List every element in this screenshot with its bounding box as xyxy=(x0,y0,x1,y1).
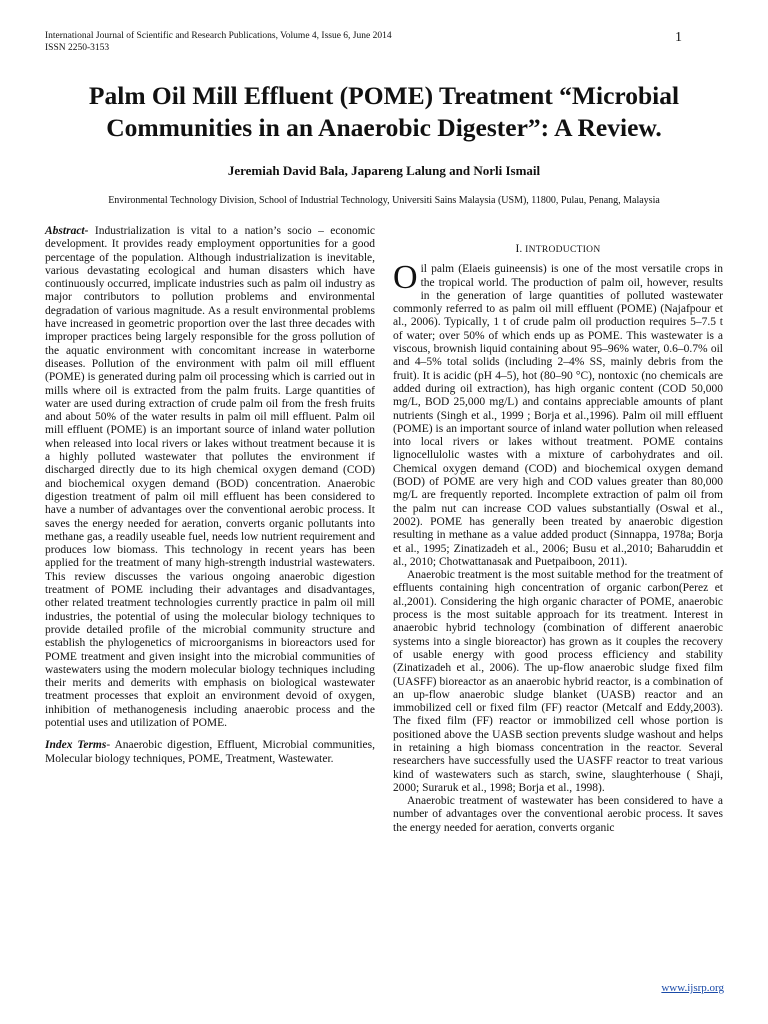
abstract-label: Abstract- xyxy=(45,225,89,237)
authors: Jeremiah David Bala, Japareng Lalung and Norli Ismail xyxy=(227,163,541,178)
intro-paragraph-3: Anaerobic treatment of wastewater has been considered to have a number of advantages over the conventional aerobic process. It saves the energy needed for aeration, converts organic xyxy=(393,795,723,834)
section-title: INTRODUCTION xyxy=(525,245,601,255)
abstract xyxy=(45,225,375,730)
drop-cap: O xyxy=(393,259,418,297)
paper-title: Palm Oil Mill Effluent (POME) Treatment “Microbial Communities in an Anaerobic Digester”: A Review. xyxy=(88,81,680,142)
abstract-text: Industrialization is vital to a nation’s socio – economic development. It provides ready employment opportunities for a good percentage of the population. Although industrialization is inevitable, various devastating ecological and human disasters which have continuously occurred, implicate industries such as palm oil industry as major contributors to pollution problems and environmental degradation of various magnitude. As a result environmental problems have increased in geometric proportion over the last three decades with improper practices being largely responsible for the gross pollution of the aquatic environment with concomitant increase in waterborne diseases. Pollution of the environment with palm oil mill effluent (POME) is generated during palm oil processing which is carried out in mills where oil is extracted from the palm fruits. Large quantities of water are used during extraction of crude palm oil from the fresh fruits and about 50% of the water results in palm oil mill effluent. Palm oil mill effluent (POME) is an important source of inland water pollution when released into local rivers or lakes without treatment because it is a highly polluted wastewater that pollutes the environment if discharged directly due to its high chemical oxygen demand (COD) and biochemical oxygen demand (BOD) concentration. Anaerobic digestion treatment of palm oil mill effluent has been considered to have a number of advantages over the conventional aerobic process. It saves the energy needed for aeration, converts organic pollutants into methane gas, a readily useable fuel, needs low nutrient requirement and produces low biomass. This technology in recent years has been applied for the treatment of many high-strength industrial wastewaters. This review discusses the various ongoing anaerobic digestion treatment of POME including their advantages and disadvantages, other related treatment technologies currently practice in palm oil mill industries, the potential of using the molecular biology techniques to provide detailed profile of the microbial community structure and establish the phylogenetics of microorganisms in bioreactors used for POME treatment and given insight into the microbial communities of wastewaters using the modern molecular biology techniques including their merits and demerits with emphasis on biological wastewater treatment processes that exploit an environment devoid of oxygen, inhibition of methanogenesis including anaerobic process and the potential uses and utilization of POME. xyxy=(45,225,375,729)
section-number: I. xyxy=(515,243,523,255)
right-column xyxy=(393,243,723,835)
affiliation: Environmental Technology Division, School of Industrial Technology, Universiti Sains Malaysia (USM), 11800, Pulau, Penang, Malaysia xyxy=(108,195,660,206)
intro-paragraph-1 xyxy=(393,259,723,569)
index-terms-label: Index Terms xyxy=(45,739,107,752)
left-column xyxy=(45,225,375,766)
index-terms-text: - Anaerobic digestion, Effluent, Microbial communities, Molecular biology techniques, POME, Treatment, Wastewater. xyxy=(45,739,375,765)
index-terms xyxy=(45,739,375,766)
journal-citation: International Journal of Scientific and Research Publications, Volume 4, Issue 6, June 2014 xyxy=(45,31,392,41)
journal-website-link[interactable]: www.ijsrp.org xyxy=(661,982,724,994)
journal-header xyxy=(45,30,392,54)
section-heading xyxy=(393,243,723,257)
issn: ISSN 2250-3153 xyxy=(45,43,110,53)
intro-paragraph-2: Anaerobic treatment is the most suitable method for the treatment of effluents containing high concentration of organic carbon(Perez et al.,2001). Considering the high organic character of POME, anaerobic process is the most suitable approach for its treatment. Interest in anaerobic hybrid technology (combination of different anaerobic systems into a single bioreactor) has grown as it couples the recovery of usable energy with good process efficiency and stability (Zinatizadeh et al., 2006). The up-flow anaerobic sludge fixed film (UASFF) bioreactor as an anaerobic hybrid reactor, is a combination of an up-flow anaerobic sludge blanket (UASB) reactor and an immobilized cell or fixed film (FF) reactor (Metcalf and Eddy,2003). The fixed film (FF) reactor or immobilized cell whose portion is positioned above the UASB section prevents sludge washout and helps in retaining a high biomass concentration in the reactor. Several researchers have successfully used the UASFF reactor to treat various kind of wastewaters such as starch, swine, slaughterhouse ( Shaji, 2000; Suraruk et al., 1998; Borja et al., 1998). xyxy=(393,569,723,794)
intro-paragraph-1-text: il palm (Elaeis guineensis) is one of the most versatile crops in the tropical world. The production of palm oil, however, results in the generation of large quantities of polluted wastewater commonly referred to as palm oil mill effluent (POME) (Najafpour et al., 2006). Typically, 1 t of crude palm oil production requires 5–7.5 t of water; over 50% of which ends up as POME. This wastewater is a viscous, brownish liquid containing about 95–96% water, 0.6–0.7% oil and 4–5% total solids (including 2–4% SS, mainly debris from the fruit). It is acidic (pH 4–5), hot (80–90 °C), nontoxic (no chemicals are added during oil extraction), has high organic content (COD 50,000 mg/L, BOD 25,000 mg/L) and contains appreciable amounts of plant nutrients (Singh et al., 1999 ; Borja et al.,1996). Palm oil mill effluent (POME) is an important source of inland water pollution when released into local rivers or lakes without treatment. POME contains lignocellulolic wastes with a mixture of carbohydrates and oil. Chemical oxygen demand (COD) and biochemical oxygen demand (BOD) of POME are very high and COD values greater than 80,000 mg/L are frequently reported. Incomplete extraction of palm oil from the palm nut can increase COD values substantially (Oswal et al., 2002). POME has generally been treated by anaerobic digestion resulting in methane as a value added product (Sinnappa, 1978a; Borja et al., 1995; Zinatizadeh et al., 2006; Busu et al.,2010; Baharuddin et al., 2010; Chotwattanasak and Puetpaiboon, 2011). xyxy=(393,263,723,568)
page-number: 1 xyxy=(675,30,682,45)
